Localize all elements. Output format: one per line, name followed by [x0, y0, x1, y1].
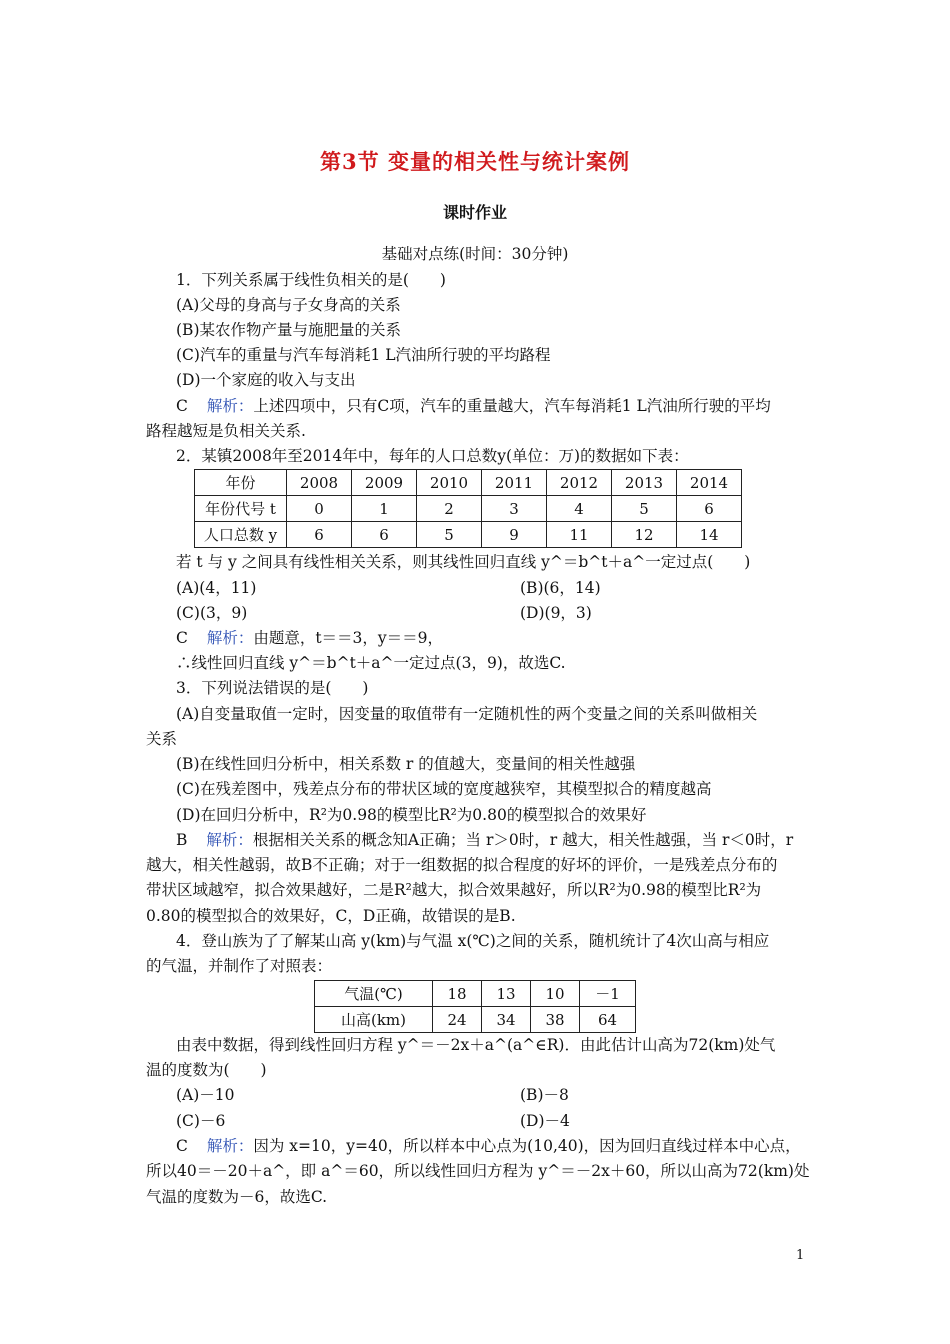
q4-stem-line-2: 的气温，并制作了对照表：	[146, 957, 333, 975]
table-cell: 11	[547, 522, 612, 548]
q1-explanation-label: 解析：	[206, 397, 254, 415]
q2-explanation-line-1	[176, 628, 443, 648]
q4-option-b: (B)－8	[520, 1086, 569, 1104]
q3-option-a-line-1: (A)自变量取值一定时，因变量的取值带有一定随机性的两个变量之间的关系叫做相关	[176, 705, 758, 723]
table-cell: 6	[287, 522, 352, 548]
q3-explanation-label: 解析：	[206, 831, 253, 849]
table-cell: 24	[433, 1007, 482, 1033]
table-cell: －1	[580, 981, 636, 1007]
table-cell: 12	[612, 522, 677, 548]
table-cell: 6	[352, 522, 417, 548]
q1-explanation-text: 上述四项中，只有C项，汽车的重量越大，汽车每消耗1 L汽油所行驶的平均	[253, 397, 771, 415]
table-cell: 0	[287, 496, 352, 522]
q4-explanation-line-1	[176, 1136, 801, 1156]
q2-explanation-line-2: ∴线性回归直线 y^＝b^t＋a^一定过点(3，9)，故选C.	[176, 654, 566, 672]
q4-option-a: (A)－10	[176, 1086, 235, 1104]
table-row	[315, 1007, 636, 1033]
q3-explanation-text: 根据相关关系的概念知A正确；当 r＞0时，r 越大，相关性越强，当 r＜0时，r	[252, 831, 794, 849]
q2-explanation-text: 由题意，t＝＝3，y＝＝9，	[253, 629, 444, 647]
q4-stem-line-4: 温的度数为( )	[146, 1061, 267, 1079]
table-row	[315, 981, 636, 1007]
q4-stem-line-3: 由表中数据，得到线性回归方程 y^＝－2x＋a^(a^∈R)．由此估计山高为72(km)处气	[176, 1036, 776, 1054]
table-cell: 6	[677, 496, 742, 522]
q3-option-d: (D)在回归分析中，R²为0.98的模型比R²为0.80的模型拟合的效果好	[176, 806, 647, 824]
q2-option-a: (A)(4，11)	[176, 579, 257, 597]
q1-option-b: (B)某农作物产量与施肥量的关系	[176, 321, 401, 339]
table-cell: 2013	[612, 470, 677, 496]
q2-option-b: (B)(6，14)	[520, 579, 601, 597]
q2-answer: C	[176, 629, 188, 647]
q3-explanation-line-1	[176, 830, 793, 850]
table-cell: 2008	[287, 470, 352, 496]
table-header-cell: 年份	[195, 470, 287, 496]
table-cell: 14	[677, 522, 742, 548]
table-row	[195, 522, 742, 548]
q2-option-c: (C)(3，9)	[176, 604, 248, 622]
table-header-cell: 人口总数 y	[195, 522, 287, 548]
q3-answer: B	[176, 831, 188, 849]
q1-option-a: (A)父母的身高与子女身高的关系	[176, 296, 401, 314]
q3-stem: 3．下列说法错误的是( )	[176, 679, 369, 697]
q4-option-d: (D)－4	[520, 1112, 570, 1130]
q3-explanation-line-3: 带状区域越窄，拟合效果越好，二是R²越大，拟合效果越好，所以R²为0.98的模型比R²为	[146, 881, 762, 899]
q4-altitude-table	[314, 980, 636, 1033]
page-title: 第3节 变量的相关性与统计案例	[320, 149, 630, 174]
page-number: 1	[796, 1248, 805, 1263]
q3-explanation-line-2: 越大，相关性越弱，故B不正确；对于一组数据的拟合程度的好坏的评价，一是残差点分布的	[146, 856, 778, 874]
q4-explanation-line-2: 所以40＝－20＋a^，即 a^＝60，所以线性回归方程为 y^＝－2x＋60，所以山高为72(km)处	[146, 1162, 810, 1180]
q4-stem-line-1: 4．登山族为了了解某山高 y(km)与气温 x(℃)之间的关系，随机统计了4次山高与相应	[176, 932, 770, 950]
q1-explanation-line-1	[176, 396, 771, 416]
table-cell: 9	[482, 522, 547, 548]
table-header-cell: 山高(km)	[315, 1007, 433, 1033]
table-cell: 2010	[417, 470, 482, 496]
q2-stem: 2．某镇2008年至2014年中，每年的人口总数y(单位：万)的数据如下表：	[176, 447, 689, 465]
q3-explanation-line-4: 0.80的模型拟合的效果好，C，D正确，故错误的是B.	[146, 907, 516, 925]
table-row	[195, 470, 742, 496]
table-header-cell: 年份代号 t	[195, 496, 287, 522]
table-cell: 2	[417, 496, 482, 522]
q3-option-c: (C)在残差图中，残差点分布的带状区域的宽度越狭窄，其模型拟合的精度越高	[176, 780, 712, 798]
q1-option-c: (C)汽车的重量与汽车每消耗1 L汽油所行驶的平均路程	[176, 346, 551, 364]
table-cell: 3	[482, 496, 547, 522]
q1-explanation-line-2: 路程越短是负相关关系.	[146, 422, 306, 440]
table-cell: 2009	[352, 470, 417, 496]
table-cell: 4	[547, 496, 612, 522]
q4-explanation-line-3: 气温的度数为－6，故选C.	[146, 1188, 328, 1206]
page-subtitle: 课时作业	[442, 203, 507, 222]
q3-option-b: (B)在线性回归分析中，相关系数 r 的值越大，变量间的相关性越强	[176, 755, 636, 773]
q1-stem: 1．下列关系属于线性负相关的是( )	[176, 271, 446, 289]
table-cell: 2011	[482, 470, 547, 496]
q1-option-d: (D)一个家庭的收入与支出	[176, 371, 356, 389]
table-cell: 5	[417, 522, 482, 548]
table-cell: 1	[352, 496, 417, 522]
q2-option-d: (D)(9，3)	[520, 604, 592, 622]
table-cell: 2014	[677, 470, 742, 496]
q2-explanation-label: 解析：	[206, 629, 254, 647]
q4-explanation-label: 解析：	[206, 1137, 254, 1155]
q4-explanation-text: 因为 x=10，y=40，所以样本中心点为(10,40)，因为回归直线过样本中心点，	[253, 1137, 801, 1155]
section-heading: 基础对点练(时间：30分钟)	[381, 245, 569, 263]
q2-population-table	[194, 469, 742, 548]
table-cell: 64	[580, 1007, 636, 1033]
q4-answer: C	[176, 1137, 188, 1155]
q4-option-c: (C)－6	[176, 1112, 226, 1130]
q1-answer: C	[176, 397, 188, 415]
table-cell: 10	[531, 981, 580, 1007]
table-row	[195, 496, 742, 522]
q2-stem-2: 若 t 与 y 之间具有线性相关关系，则其线性回归直线 y^＝b^t＋a^一定过点( )	[176, 553, 751, 571]
table-cell: 18	[433, 981, 482, 1007]
table-cell: 5	[612, 496, 677, 522]
table-cell: 34	[482, 1007, 531, 1033]
table-cell: 13	[482, 981, 531, 1007]
table-cell: 2012	[547, 470, 612, 496]
q3-option-a-line-2: 关系	[146, 730, 178, 748]
table-cell: 38	[531, 1007, 580, 1033]
table-header-cell: 气温(℃)	[315, 981, 433, 1007]
